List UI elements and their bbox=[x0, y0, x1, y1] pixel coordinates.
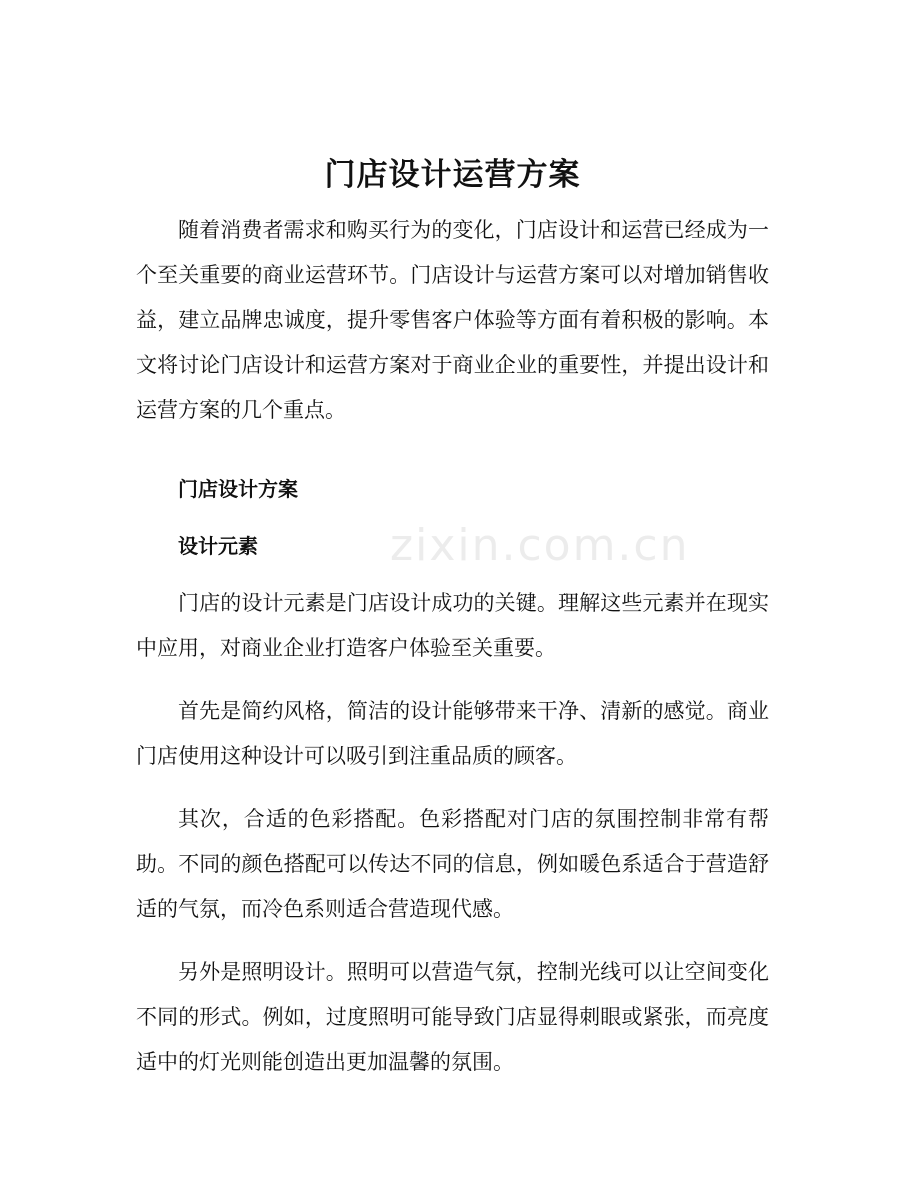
body-paragraph: 门店的设计元素是门店设计成功的关键。理解这些元素并在现实中应用，对商业企业打造客户体验至关重要。 bbox=[136, 591, 769, 660]
section-heading: 门店设计方案 bbox=[178, 477, 298, 501]
intro-paragraph: 随着消费者需求和购买行为的变化，门店设计和运营已经成为一个至关重要的商业运营环节。门店设计与运营方案可以对增加销售收益，建立品牌忠诚度，提升零售客户体验等方面有着积极的影响。本文将讨论门店设计和运营方案对于商业企业的重要性，并提出设计和运营方案的几个重点。 bbox=[136, 218, 769, 422]
body-paragraph: 另外是照明设计。照明可以营造气氛，控制光线可以让空间变化不同的形式。例如，过度照明可能导致门店显得刺眼或紧张，而亮度适中的灯光则能创造出更加温馨的氛围。 bbox=[136, 960, 769, 1074]
subsection-heading: 设计元素 bbox=[178, 534, 258, 558]
body-paragraph: 首先是简约风格，简洁的设计能够带来干净、清新的感觉。商业门店使用这种设计可以吸引到注重品质的顾客。 bbox=[136, 699, 769, 768]
body-paragraph: 其次，合适的色彩搭配。色彩搭配对门店的氛围控制非常有帮助。不同的颜色搭配可以传达不同的信息，例如暖色系适合于营造舒适的气氛，而冷色系则适合营造现代感。 bbox=[136, 807, 769, 921]
document-title: 门店设计运营方案 bbox=[324, 157, 581, 193]
document-body bbox=[136, 150, 769, 1085]
watermark: zixin.com.cn bbox=[390, 520, 690, 571]
